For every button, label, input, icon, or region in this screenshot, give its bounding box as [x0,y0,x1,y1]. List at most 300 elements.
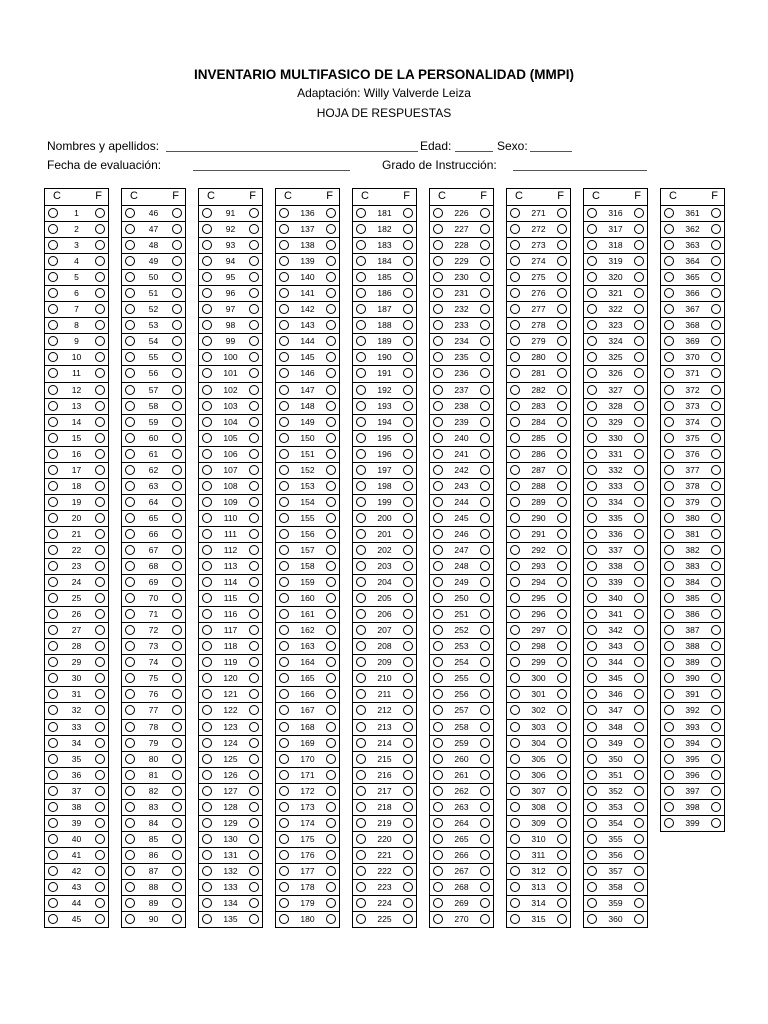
false-bubble[interactable] [95,786,105,796]
name-label: Nombres y apellidos: [47,139,160,153]
false-bubble[interactable] [634,898,644,908]
false-bubble[interactable] [634,449,644,459]
false-bubble[interactable] [480,481,490,491]
false-bubble[interactable] [326,208,336,218]
false-bubble[interactable] [249,866,259,876]
false-bubble[interactable] [711,561,721,571]
question-number: 52 [148,304,159,315]
false-bubble[interactable] [326,513,336,523]
false-bubble[interactable] [557,385,567,395]
false-bubble[interactable] [403,802,413,812]
false-bubble[interactable] [326,529,336,539]
false-bubble[interactable] [172,850,182,860]
false-bubble[interactable] [326,738,336,748]
false-bubble[interactable] [557,513,567,523]
false-bubble[interactable] [557,433,567,443]
false-bubble[interactable] [403,754,413,764]
false-bubble[interactable] [326,481,336,491]
false-bubble[interactable] [403,882,413,892]
false-bubble[interactable] [95,449,105,459]
false-bubble[interactable] [557,866,567,876]
false-bubble[interactable] [95,866,105,876]
false-bubble[interactable] [480,834,490,844]
answer-row [584,574,647,590]
false-bubble[interactable] [634,481,644,491]
question-number: 16 [71,448,82,459]
question-number: 135 [223,914,238,925]
false-bubble[interactable] [326,818,336,828]
false-bubble[interactable] [557,882,567,892]
false-bubble[interactable] [172,722,182,732]
false-bubble[interactable] [326,882,336,892]
false-bubble[interactable] [557,449,567,459]
false-bubble[interactable] [480,465,490,475]
false-bubble[interactable] [403,465,413,475]
false-bubble[interactable] [249,513,259,523]
false-bubble[interactable] [480,433,490,443]
false-bubble[interactable] [711,802,721,812]
false-bubble[interactable] [172,208,182,218]
false-bubble[interactable] [557,208,567,218]
false-bubble[interactable] [480,722,490,732]
answer-row [661,510,724,526]
false-bubble[interactable] [249,802,259,812]
false-bubble[interactable] [172,545,182,555]
false-bubble[interactable] [634,850,644,860]
false-bubble[interactable] [326,786,336,796]
false-bubble[interactable] [95,738,105,748]
false-bubble[interactable] [249,417,259,427]
false-bubble[interactable] [634,802,644,812]
false-bubble[interactable] [634,770,644,780]
false-bubble[interactable] [172,898,182,908]
false-bubble[interactable] [249,914,259,924]
false-bubble[interactable] [249,738,259,748]
false-bubble[interactable] [711,481,721,491]
false-bubble[interactable] [95,529,105,539]
false-bubble[interactable] [403,401,413,411]
answer-row [353,205,416,221]
false-bubble[interactable] [403,898,413,908]
false-bubble[interactable] [249,481,259,491]
false-bubble[interactable] [172,449,182,459]
false-bubble[interactable] [326,850,336,860]
false-bubble[interactable] [711,497,721,507]
false-bubble[interactable] [95,417,105,427]
false-bubble[interactable] [480,529,490,539]
false-bubble[interactable] [326,401,336,411]
question-number: 193 [377,400,392,411]
answer-row [430,382,493,398]
false-bubble[interactable] [711,818,721,828]
question-number: 277 [531,304,546,315]
false-bubble[interactable] [403,722,413,732]
question-number: 318 [608,240,623,251]
question-number: 121 [223,689,238,700]
false-bubble[interactable] [249,850,259,860]
answer-row [661,205,724,221]
false-bubble[interactable] [480,914,490,924]
false-bubble[interactable] [480,497,490,507]
false-bubble[interactable] [634,914,644,924]
false-bubble[interactable] [172,385,182,395]
false-bubble[interactable] [557,529,567,539]
false-bubble[interactable] [711,513,721,523]
question-number: 167 [300,705,315,716]
answer-column [583,188,648,928]
answer-row [45,590,108,606]
false-bubble[interactable] [557,481,567,491]
false-bubble[interactable] [480,770,490,780]
question-number: 34 [71,737,82,748]
false-bubble[interactable] [634,417,644,427]
false-bubble[interactable] [711,770,721,780]
false-bubble[interactable] [634,224,644,234]
false-bubble[interactable] [634,385,644,395]
false-bubble[interactable] [634,465,644,475]
answer-row [122,911,185,927]
false-bubble[interactable] [711,417,721,427]
question-number: 99 [225,336,236,347]
false-bubble[interactable] [711,545,721,555]
false-bubble[interactable] [711,208,721,218]
false-bubble[interactable] [326,497,336,507]
false-bubble[interactable] [634,433,644,443]
false-bubble[interactable] [95,850,105,860]
false-bubble[interactable] [480,786,490,796]
false-bubble[interactable] [480,401,490,411]
false-bubble[interactable] [249,834,259,844]
answer-row [122,317,185,333]
false-bubble[interactable] [95,385,105,395]
false-bubble[interactable] [403,433,413,443]
false-bubble[interactable] [480,417,490,427]
false-bubble[interactable] [249,465,259,475]
false-bubble[interactable] [711,433,721,443]
false-bubble[interactable] [403,481,413,491]
answer-row [584,494,647,510]
false-bubble[interactable] [634,882,644,892]
false-bubble[interactable] [172,866,182,876]
answer-row [507,735,570,751]
false-bubble[interactable] [95,834,105,844]
false-bubble[interactable] [249,401,259,411]
false-bubble[interactable] [326,561,336,571]
false-bubble[interactable] [95,224,105,234]
answer-row [661,686,724,702]
false-bubble[interactable] [326,834,336,844]
false-bubble[interactable] [95,433,105,443]
false-bubble[interactable] [403,738,413,748]
false-bubble[interactable] [172,786,182,796]
false-bubble[interactable] [95,802,105,812]
false-bubble[interactable] [172,465,182,475]
false-bubble[interactable] [480,224,490,234]
false-bubble[interactable] [711,449,721,459]
false-bubble[interactable] [95,754,105,764]
false-bubble[interactable] [326,224,336,234]
sex-label: Sexo: [497,139,528,153]
false-bubble[interactable] [557,738,567,748]
false-bubble[interactable] [249,208,259,218]
false-bubble[interactable] [172,401,182,411]
false-bubble[interactable] [557,818,567,828]
false-bubble[interactable] [249,754,259,764]
answer-row [353,430,416,446]
question-number: 206 [377,609,392,620]
false-bubble[interactable] [249,433,259,443]
column-header [199,189,262,205]
false-bubble[interactable] [172,433,182,443]
false-bubble[interactable] [172,818,182,828]
false-bubble[interactable] [326,545,336,555]
false-bubble[interactable] [172,882,182,892]
false-bubble[interactable] [480,818,490,828]
answer-row [199,414,262,430]
false-bubble[interactable] [557,465,567,475]
false-bubble[interactable] [634,497,644,507]
false-bubble[interactable] [403,786,413,796]
false-bubble[interactable] [634,401,644,411]
false-bubble[interactable] [557,545,567,555]
false-bubble[interactable] [403,818,413,828]
answer-row [661,606,724,622]
false-bubble[interactable] [480,898,490,908]
false-bubble[interactable] [326,465,336,475]
false-bubble[interactable] [557,561,567,571]
false-bubble[interactable] [403,224,413,234]
answer-row [122,510,185,526]
column-header [430,189,493,205]
false-bubble[interactable] [403,545,413,555]
false-bubble[interactable] [711,786,721,796]
false-bubble[interactable] [480,754,490,764]
false-bubble[interactable] [711,224,721,234]
answer-row [353,751,416,767]
false-bubble[interactable] [95,545,105,555]
false-bubble[interactable] [480,545,490,555]
false-bubble[interactable] [172,738,182,748]
false-bubble[interactable] [95,497,105,507]
false-bubble[interactable] [480,738,490,748]
false-bubble[interactable] [403,850,413,860]
false-bubble[interactable] [95,914,105,924]
false-bubble[interactable] [557,401,567,411]
question-number: 351 [608,769,623,780]
false-bubble[interactable] [634,834,644,844]
false-bubble[interactable] [480,866,490,876]
false-bubble[interactable] [403,914,413,924]
false-bubble[interactable] [249,545,259,555]
answer-row [45,783,108,799]
false-bubble[interactable] [711,738,721,748]
false-bubble[interactable] [403,449,413,459]
answer-row [507,237,570,253]
false-bubble[interactable] [326,385,336,395]
false-bubble[interactable] [480,882,490,892]
false-bubble[interactable] [249,497,259,507]
false-bubble[interactable] [403,208,413,218]
false-bubble[interactable] [557,754,567,764]
false-bubble[interactable] [249,449,259,459]
false-bubble[interactable] [249,529,259,539]
answer-row [661,478,724,494]
answer-row [45,606,108,622]
false-bubble[interactable] [634,513,644,523]
false-bubble[interactable] [634,786,644,796]
false-bubble[interactable] [403,561,413,571]
answer-row [199,205,262,221]
false-bubble[interactable] [326,866,336,876]
false-bubble[interactable] [634,208,644,218]
question-number: 148 [300,400,315,411]
answer-row [661,285,724,301]
false-bubble[interactable] [634,866,644,876]
false-bubble[interactable] [172,497,182,507]
false-bubble[interactable] [249,770,259,780]
false-bubble[interactable] [480,850,490,860]
false-bubble[interactable] [172,481,182,491]
false-bubble[interactable] [95,722,105,732]
false-bubble[interactable] [403,834,413,844]
false-bubble[interactable] [326,449,336,459]
false-bubble[interactable] [172,770,182,780]
false-bubble[interactable] [480,802,490,812]
false-bubble[interactable] [403,497,413,507]
false-bubble[interactable] [557,914,567,924]
false-bubble[interactable] [326,770,336,780]
false-bubble[interactable] [711,754,721,764]
false-bubble[interactable] [634,561,644,571]
false-bubble[interactable] [557,770,567,780]
false-bubble[interactable] [557,850,567,860]
false-bubble[interactable] [95,208,105,218]
false-bubble[interactable] [634,529,644,539]
answer-row [584,301,647,317]
answer-row [430,494,493,510]
false-bubble[interactable] [95,770,105,780]
false-bubble[interactable] [557,834,567,844]
false-bubble[interactable] [172,513,182,523]
question-number: 114 [223,577,238,588]
false-bubble[interactable] [249,898,259,908]
false-bubble[interactable] [557,786,567,796]
false-bubble[interactable] [634,545,644,555]
answer-row [507,462,570,478]
false-bubble[interactable] [711,465,721,475]
false-bubble[interactable] [172,754,182,764]
false-bubble[interactable] [249,722,259,732]
question-number: 246 [454,528,469,539]
false-bubble[interactable] [403,513,413,523]
false-bubble[interactable] [557,224,567,234]
false-bubble[interactable] [95,561,105,571]
false-bubble[interactable] [95,481,105,491]
false-bubble[interactable] [711,529,721,539]
answer-row [353,574,416,590]
false-bubble[interactable] [557,802,567,812]
false-bubble[interactable] [480,561,490,571]
answer-row [430,638,493,654]
false-bubble[interactable] [403,417,413,427]
false-bubble[interactable] [634,754,644,764]
false-bubble[interactable] [326,722,336,732]
false-bubble[interactable] [557,497,567,507]
false-bubble[interactable] [249,385,259,395]
question-number: 156 [300,528,315,539]
question-number: 366 [685,288,700,299]
false-bubble[interactable] [634,818,644,828]
question-number: 54 [148,336,159,347]
false-bubble[interactable] [326,898,336,908]
answer-row [661,237,724,253]
false-bubble[interactable] [711,401,721,411]
false-bubble[interactable] [480,513,490,523]
false-bubble[interactable] [249,561,259,571]
question-number: 242 [454,464,469,475]
false-bubble[interactable] [403,385,413,395]
false-bubble[interactable] [326,914,336,924]
answer-row [661,751,724,767]
false-bubble[interactable] [634,722,644,732]
false-bubble[interactable] [326,417,336,427]
false-bubble[interactable] [557,722,567,732]
answer-row [276,606,339,622]
question-number: 67 [148,544,159,555]
answer-row [122,221,185,237]
false-bubble[interactable] [95,898,105,908]
false-bubble[interactable] [95,465,105,475]
false-bubble[interactable] [95,513,105,523]
false-bubble[interactable] [95,818,105,828]
answer-row [661,590,724,606]
false-bubble[interactable] [172,914,182,924]
false-bubble[interactable] [711,385,721,395]
answer-row [430,686,493,702]
false-bubble[interactable] [557,417,567,427]
false-bubble[interactable] [403,866,413,876]
false-bubble[interactable] [249,786,259,796]
false-bubble[interactable] [634,738,644,748]
false-bubble[interactable] [403,529,413,539]
false-bubble[interactable] [95,401,105,411]
false-bubble[interactable] [326,433,336,443]
answer-row [276,253,339,269]
false-bubble[interactable] [172,802,182,812]
false-bubble[interactable] [326,754,336,764]
false-bubble[interactable] [480,208,490,218]
false-bubble[interactable] [172,224,182,234]
false-bubble[interactable] [557,898,567,908]
false-bubble[interactable] [172,561,182,571]
false-bubble[interactable] [95,882,105,892]
answer-row [507,365,570,381]
answer-row [199,285,262,301]
false-bubble[interactable] [172,834,182,844]
question-number: 333 [608,480,623,491]
false-bubble[interactable] [172,417,182,427]
false-bubble[interactable] [249,224,259,234]
false-bubble[interactable] [326,802,336,812]
false-bubble[interactable] [249,882,259,892]
false-bubble[interactable] [172,529,182,539]
false-bubble[interactable] [403,770,413,780]
false-bubble[interactable] [480,449,490,459]
false-header: F [95,190,102,202]
false-bubble[interactable] [480,385,490,395]
false-bubble[interactable] [249,818,259,828]
false-bubble[interactable] [711,722,721,732]
